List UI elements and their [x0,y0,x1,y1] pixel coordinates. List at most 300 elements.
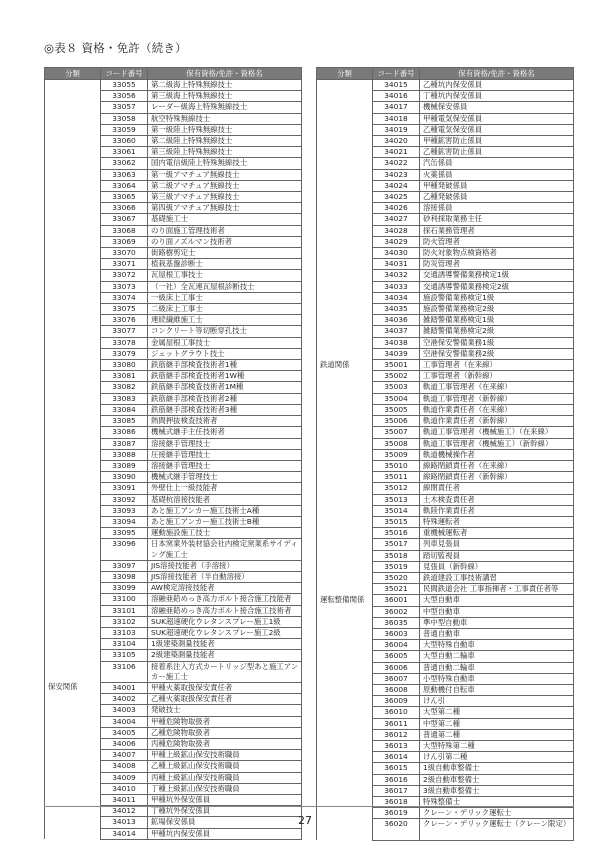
table-row [45,494,302,505]
name-cell: 普通第二種 [420,729,574,740]
name-cell: 機械式継手主任技術者 [148,427,302,438]
code-cell: 36008 [373,684,420,695]
category-cell [45,761,101,772]
code-cell: 33097 [101,560,148,571]
category-cell [45,694,101,705]
page-title: ◎表８ 資格・免許（続き） [44,41,187,55]
name-cell: 重機械運転者 [420,528,574,539]
code-cell: 33089 [101,460,148,471]
code-cell: 34011 [101,795,148,806]
table-row [45,180,302,191]
name-cell: 特殊運転者 [420,516,574,527]
code-cell: 36010 [373,707,420,718]
code-cell: 36014 [373,752,420,763]
code-cell: 34008 [101,761,148,772]
code-cell: 33103 [101,627,148,638]
code-cell: 33060 [101,136,148,147]
name-cell: 雑踏警備業務検定1級 [420,315,574,326]
code-cell: 33070 [101,248,148,259]
category-cell [317,539,373,550]
category-cell [317,673,373,684]
name-cell: 大型特殊自動車 [420,640,574,651]
category-cell [45,169,101,180]
code-cell: 33080 [101,360,148,371]
category-cell [317,270,373,281]
table-row [317,416,574,427]
table-row [317,483,574,494]
name-cell: 交通誘導警備業務検定1級 [420,270,574,281]
category-cell [45,449,101,460]
table-row [317,438,574,449]
category-cell [317,785,373,796]
name-cell: 2級建築測量技能者 [148,650,302,661]
code-cell: 35002 [373,371,420,382]
category-cell [45,661,101,682]
table-row [45,214,302,225]
code-cell: 36013 [373,740,420,751]
code-cell: 36018 [373,797,420,808]
category-cell [45,180,101,191]
code-cell: 33105 [101,650,148,661]
table-row [45,795,302,806]
name-cell: 溶融亜鉛めっき高力ボルト接合施工技能者 [148,594,302,605]
name-cell: 軌陸作業責任者 [420,505,574,516]
table-row [317,505,574,516]
category-cell [317,628,373,639]
table-row [317,270,574,281]
category-cell [317,304,373,315]
name-cell: 鉄筋継手部検査技術者2種 [148,393,302,404]
category-cell [317,292,373,303]
table-row [317,326,574,337]
category-cell [45,348,101,359]
name-cell: 砂利採取業務主任 [420,214,574,225]
name-cell: 準中型自動車 [420,617,574,628]
code-cell: 36003 [373,628,420,639]
name-cell: のり面ノズルマン技術者 [148,236,302,247]
name-cell: 鉱場保安係員 [148,817,302,828]
name-cell: 乙種鉱害防止係員 [420,147,574,158]
code-cell: 34032 [373,270,420,281]
code-cell: 33088 [101,449,148,460]
name-cell: 甲種発破係員 [420,180,574,191]
code-cell: 33098 [101,571,148,582]
name-cell: 線閉責任者 [420,483,574,494]
category-cell [317,393,373,404]
category-cell [45,783,101,794]
code-cell: 34014 [101,828,148,839]
name-cell: 溶接係員 [420,203,574,214]
name-cell: 民間鉄道会社 工事指揮者・工事責任者等 [420,584,574,595]
name-cell: 圧接継手管理技士 [148,449,302,460]
name-cell: 施設警備業務検定1級 [420,292,574,303]
table-row [45,528,302,539]
table-row [317,707,574,718]
name-cell: 普通自動車 [420,628,574,639]
table-row [317,729,574,740]
name-cell: 機械保安係員 [420,102,574,113]
name-cell: 大型特殊第二種 [420,740,574,751]
table-row [45,594,302,605]
name-cell: 原動機付自転車 [420,684,574,695]
table-row [317,718,574,729]
category-cell [317,136,373,147]
category-cell [317,225,373,236]
table-row [45,682,302,693]
table-row [45,650,302,661]
table-row [317,304,574,315]
code-cell: 33063 [101,169,148,180]
code-cell: 36006 [373,662,420,673]
category-cell [317,494,373,505]
table-row [317,740,574,751]
name-cell: 溶接継手管理技士 [148,438,302,449]
table-row [317,281,574,292]
table-row [317,595,574,606]
code-cell: 34022 [373,158,420,169]
table-row [317,617,574,628]
category-cell [45,772,101,783]
category-cell [317,382,373,393]
code-cell: 34015 [373,80,420,91]
name-cell: レーダー級海上特殊無線技士 [148,102,302,113]
table-row [45,371,302,382]
name-cell: 採石業務管理者 [420,225,574,236]
table-row [45,505,302,516]
category-cell [317,584,373,595]
table-row [45,627,302,638]
category-cell [317,729,373,740]
code-cell: 34010 [101,783,148,794]
name-cell: 植栽基盤診断士 [148,259,302,270]
category-cell [45,738,101,749]
name-cell: （一社）全瓦連瓦屋根診断技士 [148,281,302,292]
category-cell [317,483,373,494]
table-row [317,348,574,359]
code-cell: 33091 [101,483,148,494]
category-cell [45,124,101,135]
category-cell [317,203,373,214]
category-cell [317,718,373,729]
category-cell [317,427,373,438]
name-cell: 甲種火薬取扱保安責任者 [148,682,302,693]
code-cell: 33106 [101,661,148,682]
name-cell: クレーン・デリック運転士 [420,808,574,819]
code-cell: 34012 [101,806,148,817]
name-cell: 小型特殊自動車 [420,673,574,684]
category-cell [317,91,373,102]
code-cell: 33073 [101,281,148,292]
category-cell [317,371,373,382]
code-cell: 34027 [373,214,420,225]
name-cell: 土木検査責任者 [420,494,574,505]
name-cell: 空港保安警備業務2級 [420,348,574,359]
code-cell: 35007 [373,427,420,438]
name-cell: 運動施設施工技士 [148,528,302,539]
code-cell: 33061 [101,147,148,158]
name-cell: 溶融亜鉛めっき高力ボルト接合施工技術者 [148,605,302,616]
code-cell: 34005 [101,727,148,738]
category-cell [317,774,373,785]
name-cell: 基礎施工士 [148,214,302,225]
name-cell: 航空特殊無線技士 [148,113,302,124]
category-cell [45,627,101,638]
code-cell: 33104 [101,639,148,650]
table-row [317,516,574,527]
table-row [317,393,574,404]
category-cell [45,203,101,214]
table-row [45,783,302,794]
category-cell [45,650,101,661]
table-body-right [317,80,574,841]
code-cell: 35014 [373,505,420,516]
code-cell: 36005 [373,651,420,662]
code-cell: 33085 [101,416,148,427]
code-cell: 34021 [373,147,420,158]
code-cell: 34007 [101,750,148,761]
category-cell [45,505,101,516]
code-cell: 34016 [373,91,420,102]
name-cell: 防火対象物点検資格者 [420,248,574,259]
category-cell [317,662,373,673]
table-row [45,516,302,527]
name-cell: 金属屋根工事技士 [148,337,302,348]
category-cell [317,315,373,326]
category-cell [317,460,373,471]
table-row [317,203,574,214]
category-cell [45,214,101,225]
table-row [317,404,574,415]
table-row [317,337,574,348]
table-row [317,427,574,438]
name-cell: けん引 [420,696,574,707]
code-cell: 33064 [101,180,148,191]
table-row [317,684,574,695]
table-row [317,102,574,113]
table-row [45,438,302,449]
header-code: コード番号 [101,68,148,80]
name-cell: 甲種危険物取扱者 [148,716,302,727]
table-row [317,584,574,595]
table-row [45,259,302,270]
name-cell: 丁種坑内保安係員 [420,91,574,102]
table-row [317,460,574,471]
category-cell [317,640,373,651]
table-row [317,180,574,191]
name-cell: 軌道工事管理者（在来線） [420,382,574,393]
table-row [45,828,302,839]
category-cell [45,248,101,259]
code-cell: 36012 [373,729,420,740]
name-cell: 1級建築測量技能者 [148,639,302,650]
qualification-table-left [44,67,302,840]
table-row [317,651,574,662]
code-cell: 34018 [373,113,420,124]
code-cell: 36019 [373,808,420,819]
code-cell: 33075 [101,304,148,315]
name-cell: 第三級海上特殊無線技士 [148,91,302,102]
code-cell: 36007 [373,673,420,684]
category-cell [45,639,101,650]
name-cell: 防災管理者 [420,259,574,270]
code-cell: 35011 [373,472,420,483]
table-row [45,472,302,483]
name-cell: 大型第二種 [420,707,574,718]
code-cell: 34030 [373,248,420,259]
name-cell: 乙種発破係員 [420,192,574,203]
name-cell: あと施工アンカー施工技術士A種 [148,505,302,516]
category-cell [317,281,373,292]
category-cell [317,236,373,247]
category-cell [45,315,101,326]
table-row [45,248,302,259]
name-cell: 甲種電気保安係員 [420,113,574,124]
category-cell [45,571,101,582]
table-row [45,483,302,494]
category-cell [45,483,101,494]
category-cell [45,147,101,158]
category-cell: 鉄道関係 [317,360,373,371]
table-row [317,124,574,135]
table-row [317,158,574,169]
name-cell: 甲種上級鉱山保安技術職員 [148,750,302,761]
name-cell: 鉄筋継手部検査技術者3種 [148,404,302,415]
name-cell: 鉄筋継手部検査技術者1M種 [148,382,302,393]
table-row [45,661,302,682]
table-row [317,192,574,203]
table-row [45,616,302,627]
name-cell: 線路閉鎖責任者（新幹線） [420,472,574,483]
category-cell [317,763,373,774]
table-row [45,583,302,594]
code-cell: 35001 [373,360,420,371]
code-cell: 33055 [101,80,148,91]
code-cell: 33077 [101,326,148,337]
code-cell: 33086 [101,427,148,438]
code-cell: 33101 [101,605,148,616]
category-cell [317,438,373,449]
table-row [45,281,302,292]
code-cell: 33065 [101,192,148,203]
category-cell [45,158,101,169]
table-row [45,761,302,772]
name-cell: 一級床上工事士 [148,292,302,303]
code-cell: 33058 [101,113,148,124]
header-code: コード番号 [373,68,420,80]
category-cell [45,583,101,594]
table-row [317,673,574,684]
name-cell: 接着系注入方式カートリッジ型あと施工アンカー施工士 [148,661,302,682]
name-cell: 乙種上級鉱山保安技術職員 [148,761,302,772]
code-cell: 34025 [373,192,420,203]
table-row [45,393,302,404]
table-row [45,203,302,214]
name-cell: あと施工アンカー施工技術士B種 [148,516,302,527]
name-cell: 火薬係員 [420,169,574,180]
table-row [45,192,302,203]
name-cell: 特殊整備士 [420,797,574,808]
name-cell: 軌道工事管理者（新幹線） [420,393,574,404]
category-cell [45,304,101,315]
name-cell: 交通誘導警備業務検定2級 [420,281,574,292]
category-cell [45,136,101,147]
name-cell: 国内電信級陸上特殊無線技士 [148,158,302,169]
code-cell: 33090 [101,472,148,483]
code-cell: 33082 [101,382,148,393]
code-cell: 36015 [373,763,420,774]
category-cell [45,494,101,505]
code-cell: 34013 [101,817,148,828]
code-cell: 33092 [101,494,148,505]
category-cell [317,180,373,191]
table-row [45,571,302,582]
category-cell: 保安関係 [45,682,101,693]
category-cell [45,292,101,303]
code-cell: 34034 [373,292,420,303]
code-cell: 34031 [373,259,420,270]
table-row [45,639,302,650]
code-cell: 33094 [101,516,148,527]
category-cell [45,113,101,124]
name-cell: 丁種坑外保安係員 [148,806,302,817]
name-cell: 鉄道建設工事技術講習 [420,572,574,583]
category-cell [317,404,373,415]
table-row [45,113,302,124]
category-cell [317,326,373,337]
name-cell: 鉄筋継手部検査技術者1種 [148,360,302,371]
table-row [317,214,574,225]
name-cell: 街路樹剪定士 [148,248,302,259]
name-cell: 日本窯業外装材協会社内検定窯業系サイディング施工士 [148,539,302,560]
category-cell [317,684,373,695]
name-cell: 軌道工事管理者（機械施工）（新幹線） [420,438,574,449]
code-cell: 34009 [101,772,148,783]
code-cell: 33057 [101,102,148,113]
code-cell: 34029 [373,236,420,247]
category-cell [45,371,101,382]
name-cell: 第三級陸上特殊無線技士 [148,147,302,158]
code-cell: 33096 [101,539,148,560]
category-cell [317,707,373,718]
name-cell: 外壁仕上一級技能者 [148,483,302,494]
code-cell: 35015 [373,516,420,527]
name-cell: 線路閉鎖責任者（在来線） [420,460,574,471]
table-row [317,360,574,371]
table-row [317,494,574,505]
table-row [45,102,302,113]
category-cell [317,214,373,225]
category-cell [45,716,101,727]
table-row [317,147,574,158]
category-cell [45,102,101,113]
code-cell: 34037 [373,326,420,337]
table-row [317,113,574,124]
table-row [317,449,574,460]
table-row [317,561,574,572]
code-cell: 35008 [373,438,420,449]
category-cell [45,750,101,761]
name-cell: 見張員（新幹線） [420,561,574,572]
name-cell: クレーン・デリック運転士（クレーン限定） [420,819,574,840]
table-row [45,225,302,236]
code-cell: 33095 [101,528,148,539]
category-cell [45,192,101,203]
name-cell: 甲種鉱害防止係員 [420,136,574,147]
category-cell [317,248,373,259]
code-cell: 35003 [373,382,420,393]
category-cell [45,460,101,471]
table-row [317,259,574,270]
